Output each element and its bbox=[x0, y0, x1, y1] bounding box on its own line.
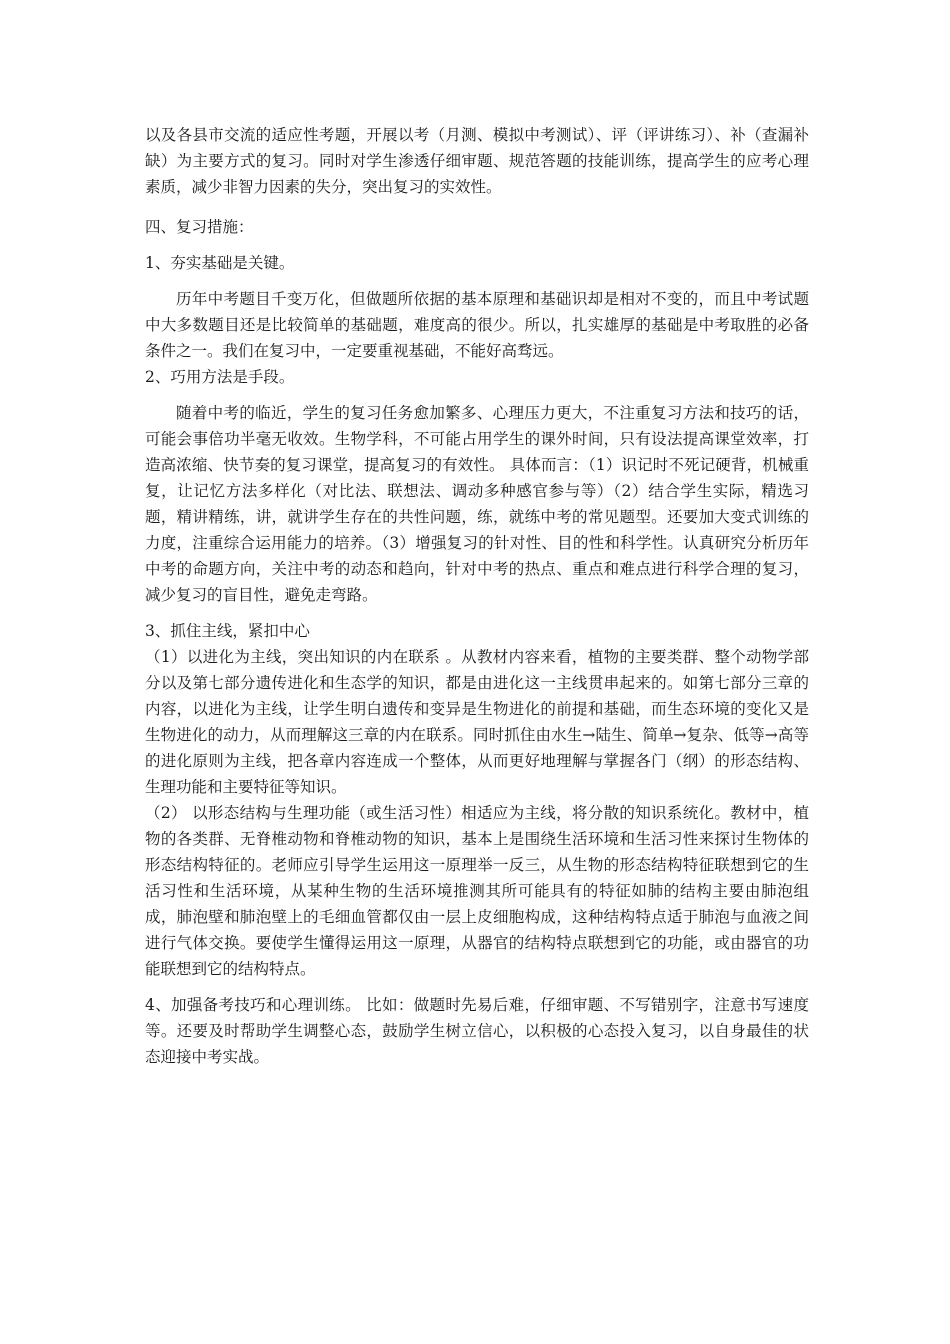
subheading-main-line: 3、抓住主线，紧扣中心 bbox=[145, 622, 310, 640]
paragraph-intro: 以及各县市交流的适应性考题，开展以考（月测、模拟中考测试）、评（评讲练习）、补（查漏补缺）为主要方式的复习。同时对学生渗透仔细审题、规范答题的技能训练，提高学生的应考心理素质，减少非智力因素的失分，突出复习的实效性。 bbox=[145, 126, 809, 196]
paragraph-structure-function: （2） 以形态结构与生理功能（或生活习性）相适应为主线，将分散的知识系统化。教材中，植物的各类群、无脊椎动物和脊椎动物的知识，基本上是围绕生活环境和生活习性来探讨生物体的形态结构特征的。老师应引导学生运用这一原理举一反三，从生物的形态结构特征联想到它的生活习性和生活环境，从某种生物的生活环境推测其所可能具有的特征如肺的结构主要由肺泡组成，肺泡壁和肺泡壁上的毛细血管都仅由一层上皮细胞构成，这种结构特点适于肺泡与血液之间进行气体交换。要使学生懂得运用这一原理，从器官的结构特点联想到它的功能，或由器官的功能联想到它的结构特点。 bbox=[145, 804, 809, 978]
paragraph-foundation: 历年中考题目千变万化，但做题所依据的基本原理和基础识却是相对不变的，而且中考试题中大多数题目还是比较简单的基础题，难度高的很少。所以，扎实雄厚的基础是中考取胜的必备条件之一。我们在复习中，一定要重视基础，不能好高骛远。 bbox=[145, 290, 809, 360]
paragraph-methods: 随着中考的临近，学生的复习任务愈加繁多、心理压力更大，不注重复习方法和技巧的话，可能会事倍功半毫无收效。生物学科，不可能占用学生的课外时间，只有设法提高课堂效率，打造高浓缩、快节奏的复习课堂，提高复习的有效性。 具体而言：（1）识记时不死记硬背，机械重复，让记忆方法多样化（对比法、联想法、调动多种感官参与等）（2）结合学生实际，精选习题，精讲精练，讲，就讲学生存在的共性问题，练，就练中考的常见题型。还要加大变式训练的力度，注重综合运用能力的培养。（3）增强复习的针对性、目的性和科学性。认真研究分析历年中考的命题方向，关注中考的动态和趋向，针对中考的热点、重点和难点进行科学合理的复习，减少复习的盲目性，避免走弯路。 bbox=[145, 404, 809, 604]
section-heading-review-measures: 四、复习措施： bbox=[145, 218, 254, 236]
document-body bbox=[145, 122, 809, 1070]
subheading-methods: 2、巧用方法是手段。 bbox=[145, 368, 295, 386]
paragraph-evolution-line: （1）以进化为主线，突出知识的内在联系 。从教材内容来看，植物的主要类群、整个动物学部分以及第七部分遗传进化和生态学的知识，都是由进化这一主线贯串起来的。如第七部分三章的内容，以进化为主线，让学生明白遗传和变异是生物进化的前提和基础，而生态环境的变化又是生物进化的动力，从而理解这三章的内在联系。同时抓住由水生→陆生、简单→复杂、低等→高等的进化原则为主线，把各章内容连成一个整体，从而更好地理解与掌握各门（纲）的形态结构、生理功能和主要特征等知识。 bbox=[145, 648, 809, 796]
subheading-foundation: 1、夯实基础是关键。 bbox=[145, 254, 295, 272]
paragraph-exam-skills: 4、加强备考技巧和心理训练。 比如：做题时先易后难，仔细审题、不写错别字，注意书写速度等。还要及时帮助学生调整心态，鼓励学生树立信心，以积极的心态投入复习，以自身最佳的状态迎接中考实战。 bbox=[145, 996, 809, 1066]
